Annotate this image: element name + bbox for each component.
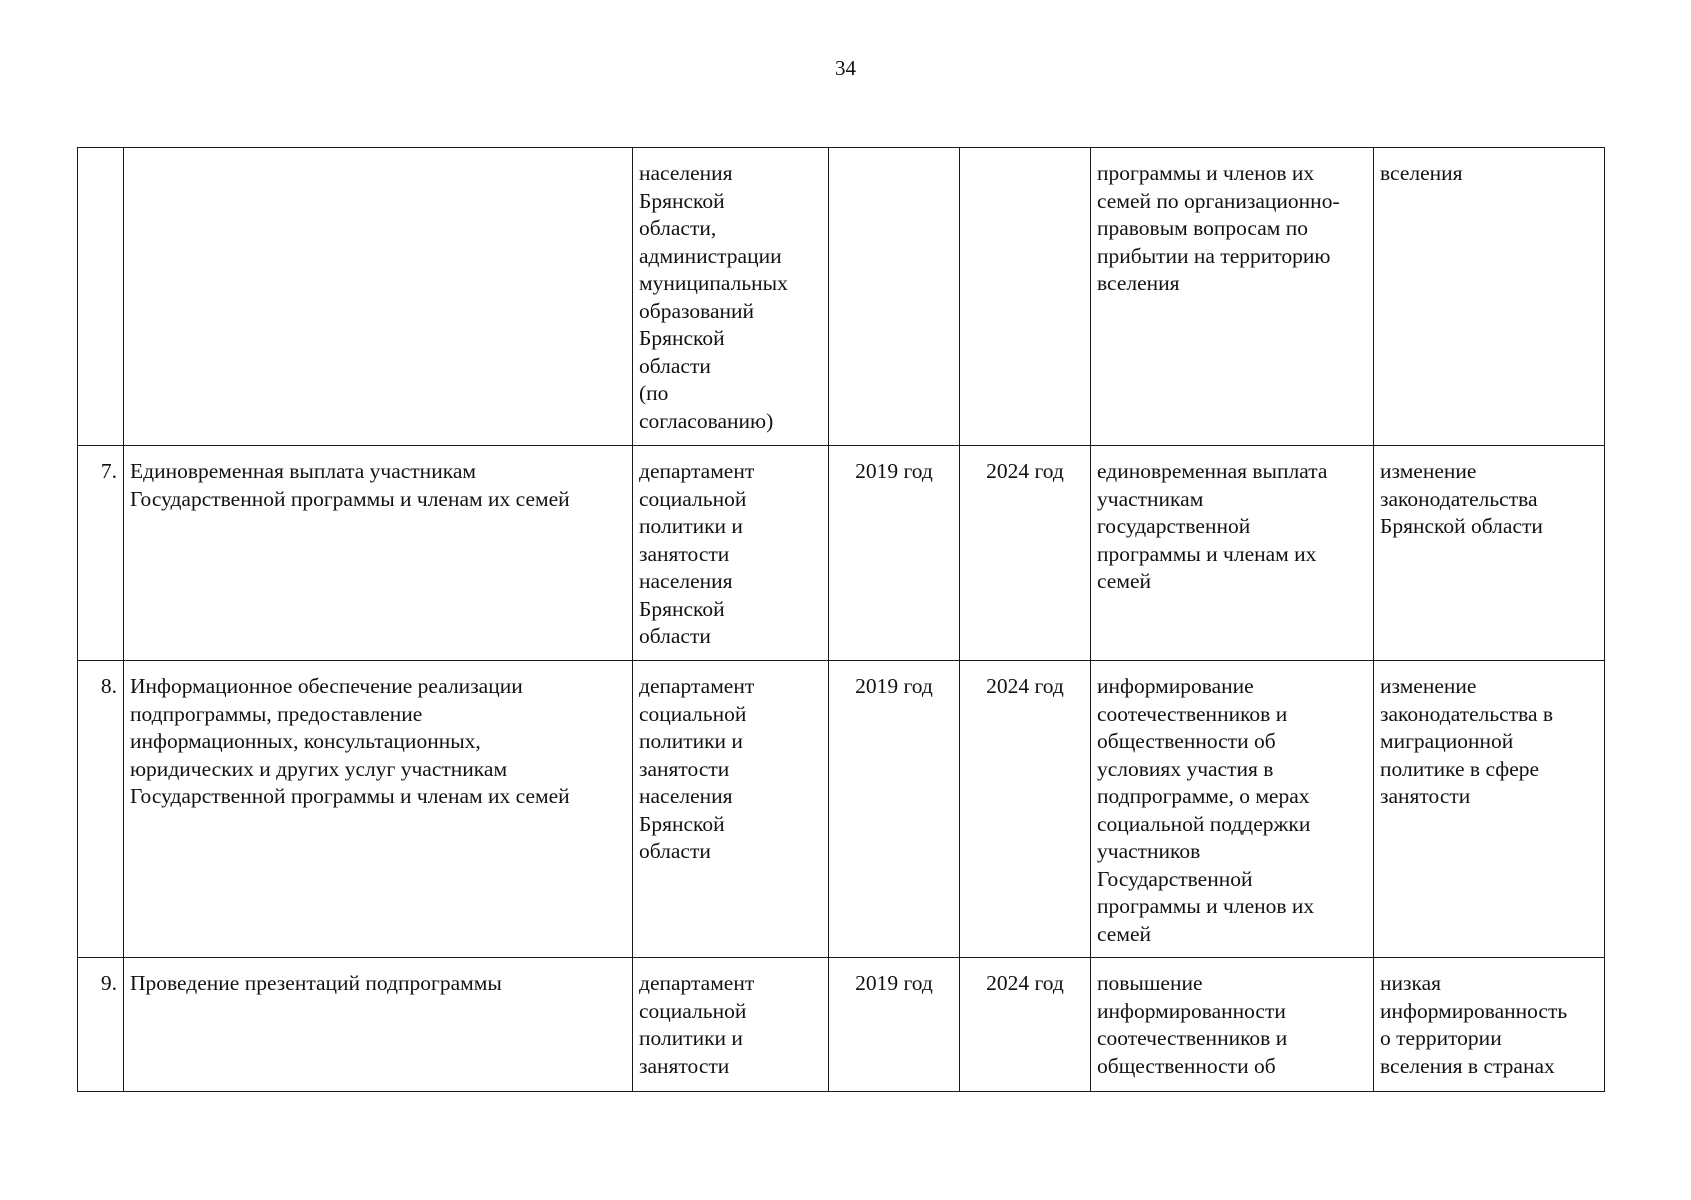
expected-result [1091, 446, 1374, 661]
cell-line: общественности об [1097, 1053, 1276, 1078]
cell-line: информирование [1097, 674, 1254, 698]
table-row [78, 958, 1605, 1092]
measure-name [124, 661, 633, 958]
end-year: 2024 год [960, 446, 1091, 661]
cell-line: программы и членов их [1097, 894, 1315, 918]
table-row [78, 661, 1605, 958]
cell-line: семей [1097, 921, 1152, 946]
table-row [78, 446, 1605, 661]
end-year: 2024 год [960, 958, 1091, 1092]
cell-line: изменение [1380, 674, 1477, 698]
cell-line: области [639, 624, 711, 648]
measures-table [77, 147, 1605, 1092]
cell-line: администрации [639, 243, 782, 268]
cell-line: муниципальных [639, 271, 788, 295]
cell-line: правовым вопросам по [1097, 216, 1309, 240]
cell-line: соотечественников и [1097, 1026, 1288, 1050]
risk [1374, 958, 1605, 1092]
cell-line: занятости [639, 1053, 730, 1078]
cell-line: законодательства в [1380, 701, 1554, 726]
cell-line: информационных, консультационных, [130, 729, 481, 753]
cell-line: семей [1097, 569, 1152, 593]
cell-line: социальной поддержки [1097, 811, 1311, 836]
cell-line: участникам [1097, 486, 1204, 511]
cell-line: Информационное обеспечение реализации [130, 674, 523, 698]
cell-line: области, [639, 216, 717, 240]
row-number: 8. [78, 661, 124, 958]
cell-line: Единовременная выплата участникам [130, 459, 476, 483]
risk [1374, 661, 1605, 958]
cell-line: Государственной [1097, 866, 1253, 891]
end-year [960, 148, 1091, 446]
cell-line: занятости [1380, 784, 1471, 808]
cell-line: политики и [639, 1026, 743, 1050]
cell-line: образований [639, 298, 755, 323]
start-year [829, 148, 960, 446]
row-number: 7. [78, 446, 124, 661]
page-number: 34 [835, 56, 856, 80]
cell-line: (по [639, 381, 669, 405]
cell-line: Проведение презентаций подпрограммы [130, 971, 502, 995]
cell-line: Государственной программы и членам их семей [130, 486, 570, 511]
cell-line: программы и членам их [1097, 541, 1317, 566]
cell-line: Брянской [639, 596, 725, 621]
cell-line: политике в сфере [1380, 756, 1540, 781]
cell-line: о территории [1380, 1026, 1502, 1050]
cell-line: Брянской [639, 811, 725, 836]
start-year: 2019 год [829, 958, 960, 1092]
cell-line: населения [639, 784, 733, 808]
cell-line: области [639, 353, 711, 378]
cell-line: низкая [1380, 971, 1442, 995]
risk [1374, 446, 1605, 661]
cell-line: миграционной [1380, 729, 1514, 753]
cell-line: информированность [1380, 998, 1568, 1023]
cell-line: социальной [639, 701, 747, 726]
cell-line: информированности [1097, 998, 1286, 1023]
cell-line: вселения [1380, 161, 1463, 185]
cell-line: программы и членов их [1097, 161, 1315, 185]
risk [1374, 148, 1605, 446]
start-year: 2019 год [829, 661, 960, 958]
table-row [78, 148, 1605, 446]
cell-line: области [639, 839, 711, 863]
cell-line: изменение [1380, 459, 1477, 483]
cell-line: участников [1097, 839, 1201, 863]
cell-line: населения [639, 161, 733, 185]
expected-result [1091, 148, 1374, 446]
cell-line: прибытии на территорию [1097, 243, 1331, 268]
cell-line: социальной [639, 486, 747, 511]
cell-line: соотечественников и [1097, 701, 1288, 726]
cell-line: политики и [639, 514, 743, 538]
executor [633, 661, 829, 958]
expected-result [1091, 958, 1374, 1092]
start-year: 2019 год [829, 446, 960, 661]
cell-line: социальной [639, 998, 747, 1023]
cell-line: населения [639, 569, 733, 593]
cell-line: вселения [1097, 271, 1180, 295]
cell-line: Государственной программы и членам их семей [130, 784, 570, 808]
cell-line: согласованию) [639, 408, 774, 433]
cell-line: семей по организационно- [1097, 188, 1340, 213]
cell-line: Брянской области [1380, 514, 1543, 538]
cell-line: государственной [1097, 514, 1251, 538]
cell-line: политики и [639, 729, 743, 753]
executor [633, 958, 829, 1092]
cell-line: общественности об [1097, 729, 1276, 753]
cell-line: департамент [639, 674, 755, 698]
cell-line: Брянской [639, 188, 725, 213]
cell-line: законодательства [1380, 486, 1538, 511]
cell-line: занятости [639, 756, 730, 781]
cell-line: повышение [1097, 971, 1203, 995]
cell-line: подпрограмме, о мерах [1097, 784, 1310, 808]
measure-name [124, 446, 633, 661]
cell-line: занятости [639, 541, 730, 566]
row-number: 9. [78, 958, 124, 1092]
executor [633, 148, 829, 446]
cell-line: департамент [639, 971, 755, 995]
cell-line: Брянской [639, 326, 725, 350]
row-number [78, 148, 124, 446]
cell-line: вселения в странах [1380, 1053, 1555, 1078]
cell-line: единовременная выплата [1097, 459, 1328, 483]
measure-name [124, 958, 633, 1092]
cell-line: департамент [639, 459, 755, 483]
cell-line: подпрограммы, предоставление [130, 701, 423, 726]
end-year: 2024 год [960, 661, 1091, 958]
cell-line: условиях участия в [1097, 756, 1274, 781]
executor [633, 446, 829, 661]
measure-name [124, 148, 633, 446]
expected-result [1091, 661, 1374, 958]
cell-line: юридических и других услуг участникам [130, 756, 508, 781]
